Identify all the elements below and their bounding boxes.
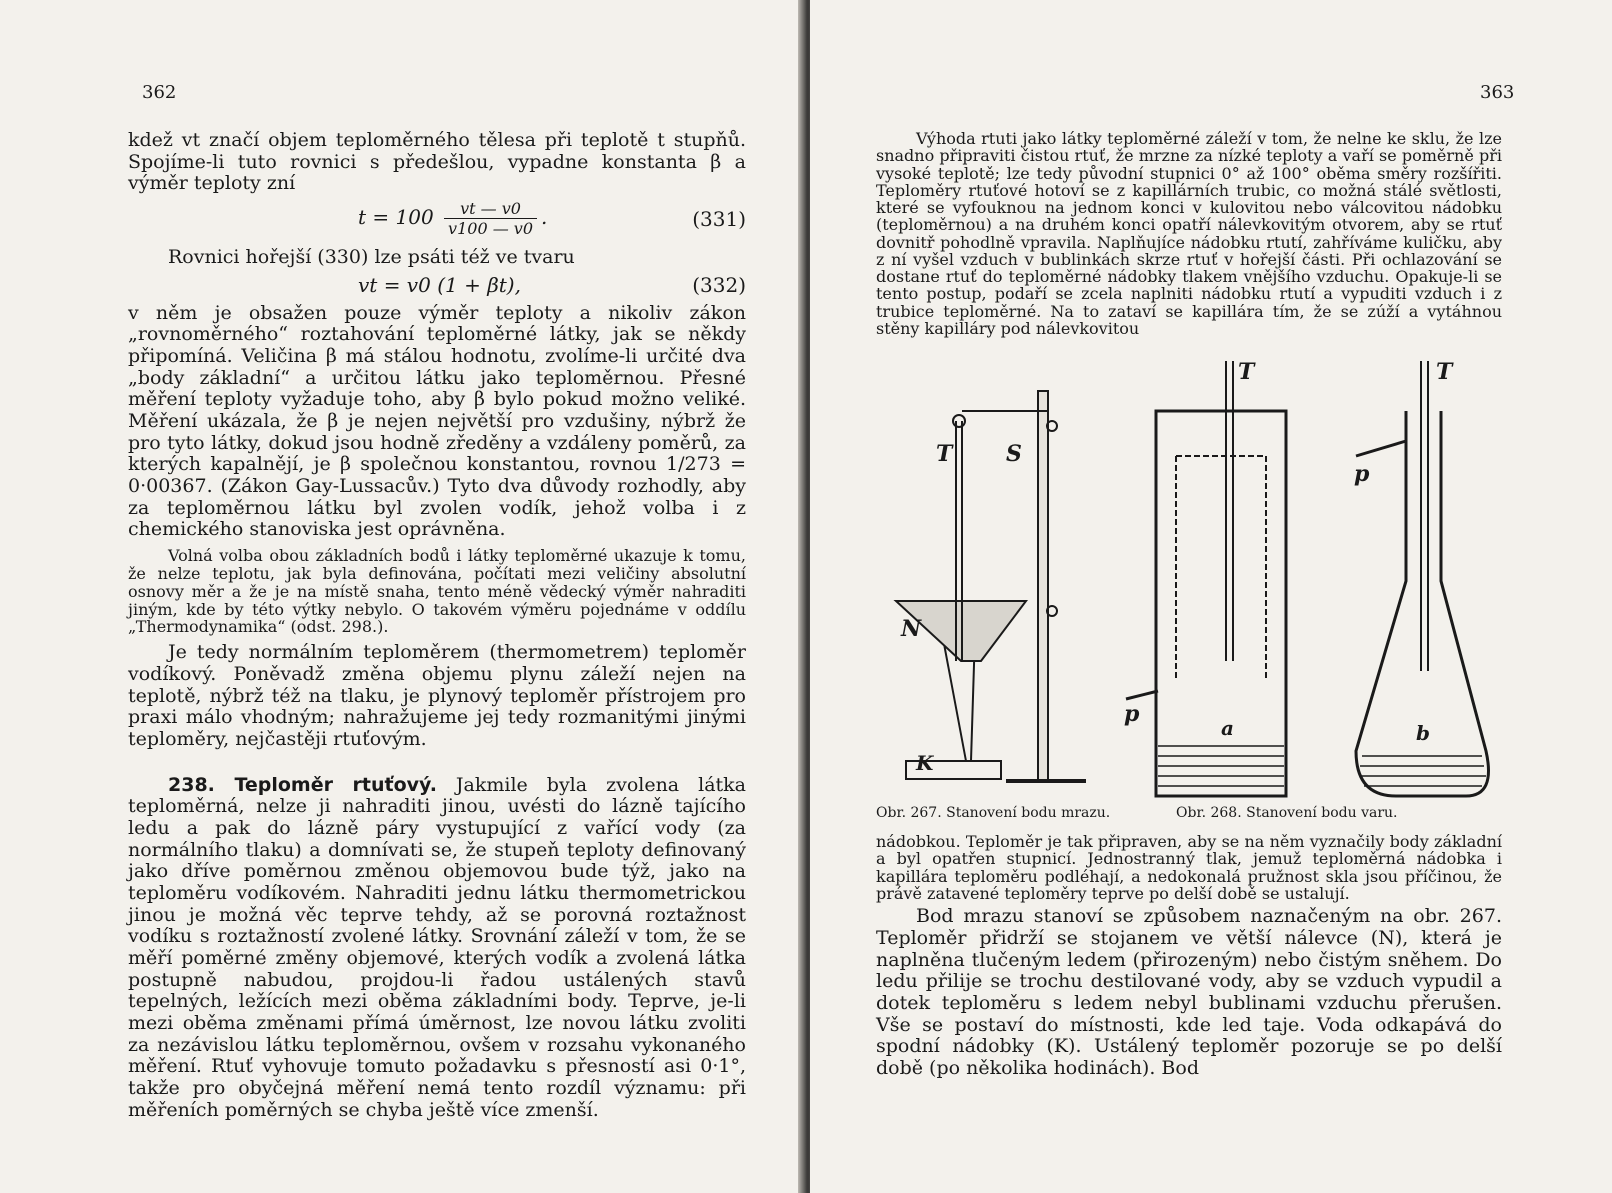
- right-page: [810, 0, 1612, 1193]
- paragraph: v něm je obsažen pouze výměr teploty a nikoliv zákon „rovnoměrného“ roztahování teploměrné látky, jak se někdy připomíná. Veličina β má stálou hodnotu, zvolíme-li určité dva „body základní“ a určitou látku jako teploměrnou. Přesné měření teploty vyžaduje toho, aby β bylo pokud možno veliké. Měření ukázala, že β je nejen největší pro vzdušiny, nýbrž že pro tyto látky, dokud jsou hodně zředěny a vzdáleny poměrů, za kterých kapalnějí, je β společnou konstantou, rovnou 1/273 = 0·00367. (Zákon Gay-Lussacův.) Tyto dva důvody rozhodly, aby za teploměrnou látku byl zvolen vodík, jehož volba i z chemického stanoviska jest oprávněna.: [128, 301, 746, 541]
- paragraph: kdež vt značí objem teploměrného tělesa při teplotě t stupňů. Spojíme-li tuto rovnici s předešlou, vypadne konstanta β a výměr teploty zní: [128, 129, 746, 195]
- label-s: S: [1006, 441, 1022, 468]
- label-n: N: [901, 616, 922, 643]
- stand-s: [1038, 391, 1048, 781]
- paragraph: Bod mrazu stanoví se způsobem naznačeným na obr. 267. Teploměr přidrží se stojanem ve větší nálevce (N), která je naplněna tlučeným ledem (přirozeným) nebo čistým sněhem. Do ledu přilije se trochu destilované vody, aby se vzduch vypudil a dotek teploměru s ledem nebyl bublinami vzduchu přerušen. Vše se postaví do místnosti, kde led taje. Voda odkapává do spodní nádobky (K). Ustálený teploměr pozoruje se po delší době (po několika hodinách). Bod: [876, 905, 1502, 1079]
- paragraph: Je tedy normálním teploměrem (thermometrem) teploměr vodíkový. Poněvadž změna objemu plynu záleží nejen na teplotě, nýbrž též na tlaku, je plynový teploměr přístrojem pro praxi málo vhodným; nahražujeme jej tedy rozmanitými jinými teploměry, nejčastěji rtuťovým.: [128, 641, 746, 750]
- paragraph: Výhoda rtuti jako látky teploměrné záleží v tom, že nelne ke sklu, že lze snadno připraviti čistou rtuť, že mrzne za nízké teploty a vaří se poměrně při vysoké teplotě; lze tedy původní stupnici 0° až 100° oběma směry rozšířiti. Teploměry rtuťové hotoví se z kapillárních trubic, co možná stálé světlosti, které se vyfouknou na jednom konci v kulovitou nebo válcovitou nádobku (teploměrnou) a na druhém konci opatří nálevkovitým otvorem, aby se rtuť dovnitř pohodlně vpravila. Naplňujíce nádobku rtutí, zahříváme kuličku, aby z ní vyšel vzduch v bublinkách skrze rtuť v hořejší části. Při ochlazování se dostane rtuť do teploměrné nádobky tlakem vnějšího vzduchu. Opakuje-li se tento postup, podaří se zcela naplniti nádobku rtutí a vypuditi vzduch i z trubice teploměrné. Na to zataví se kapillára tím, že se zúží a vytáhnou stěny kapilláry pod nálevkovitou: [876, 129, 1502, 338]
- page-number-right: 363: [1480, 82, 1515, 103]
- caption-267: Obr. 267. Stanovení bodu mrazu.: [876, 805, 1111, 822]
- section-title: 238. Teploměr rtuťový.: [168, 773, 437, 796]
- label-t: T: [936, 441, 953, 468]
- figure-268a: [1126, 361, 1286, 796]
- fraction: $\frac{vt — v0}{v100 — v0}$: [444, 199, 537, 238]
- equation-332: [128, 269, 746, 303]
- page-number-left: 362: [142, 82, 177, 103]
- label-p: p: [1354, 461, 1370, 488]
- label-t: T: [1238, 359, 1255, 386]
- equation-number: (331): [692, 206, 746, 231]
- paragraph: Rovnici hořejší (330) lze psáti též ve tvaru: [168, 245, 575, 268]
- label-p: p: [1124, 701, 1140, 728]
- equation-number: (332): [692, 272, 746, 297]
- figure-267: [896, 391, 1086, 781]
- tube-p: [1126, 691, 1158, 699]
- left-page: [0, 0, 804, 1193]
- equation-formula: t = 100 $\frac{vt — v0}{v100 — v0}$ .: [358, 198, 548, 238]
- tube-p: [1356, 441, 1406, 456]
- equation-formula: vt = v0 (1 + βt),: [358, 272, 521, 297]
- caption-268: Obr. 268. Stanovení bodu varu.: [1176, 805, 1398, 822]
- label-k: K: [916, 751, 934, 776]
- figure-drawings: [876, 361, 1496, 801]
- label-a: a: [1221, 716, 1234, 741]
- figures: [876, 361, 1502, 821]
- label-t: T: [1436, 359, 1453, 386]
- section-paragraph: 238. Teploměr rtuťový. Jakmile byla zvolena látka teploměrná, nelze ji nahraditi jinou, uvésti do lázně tajícího ledu a pak do lázně páry vystupující z vařící vody (za normálního tlaku) a domnívati se, že stupeň teploty definovaný jako dříve poměrnou změnou objemovou bude týž, jako na teploměru vodíkovém. Nahraditi jednu látku thermometrickou jinou je možná věc teprve tehdy, až se porovná roztažnost vodíku s roztažností zvolené látky. Srovnání záleží v tom, že se měří poměrné změny objemové, kterých vodík a zvolená látka postupně nabudou, projdou-li řadou ustálených stavů tepelných, ležících mezi oběma základními body. Teprve, je-li mezi oběma změnami přímá úměrnost, lze novou látku zvoliti za nezávislou látku teploměrnou, ovšem v rozsahu vykonaného měření. Rtuť vyhovuje tomuto požadavku s přesností asi 0·1°, takže pro obyčejná měření nemá tento rozdíl významu: při měřeních poměrných se chyba ještě více zmenší.: [128, 773, 747, 1121]
- paragraph-small: Volná volba obou základních bodů i látky teploměrné ukazuje k tomu, že nelze teplotu, jak byla definována, počítati mezi veličiny absolutní osnovy měr a že je na místě snaha, tento méně vědecký výměr nahraditi jiným, kde by této výtky nebylo. O takovém výměru pojednáme v oddílu „Thermodynamika“ (odst. 298.).: [128, 545, 746, 637]
- equation-331: [128, 195, 746, 241]
- paragraph: nádobkou. Teploměr je tak připraven, aby se na něm vyznačily body základní a byl opatřen stupnicí. Jednostranný tlak, jemuž teploměrná nádobka i kapillára teploměru podléhají, a nedokonalá pružnost skla jsou příčinou, že právě zatavené teploměry teprve po delší době se ustalují.: [876, 832, 1502, 903]
- label-b: b: [1416, 721, 1430, 746]
